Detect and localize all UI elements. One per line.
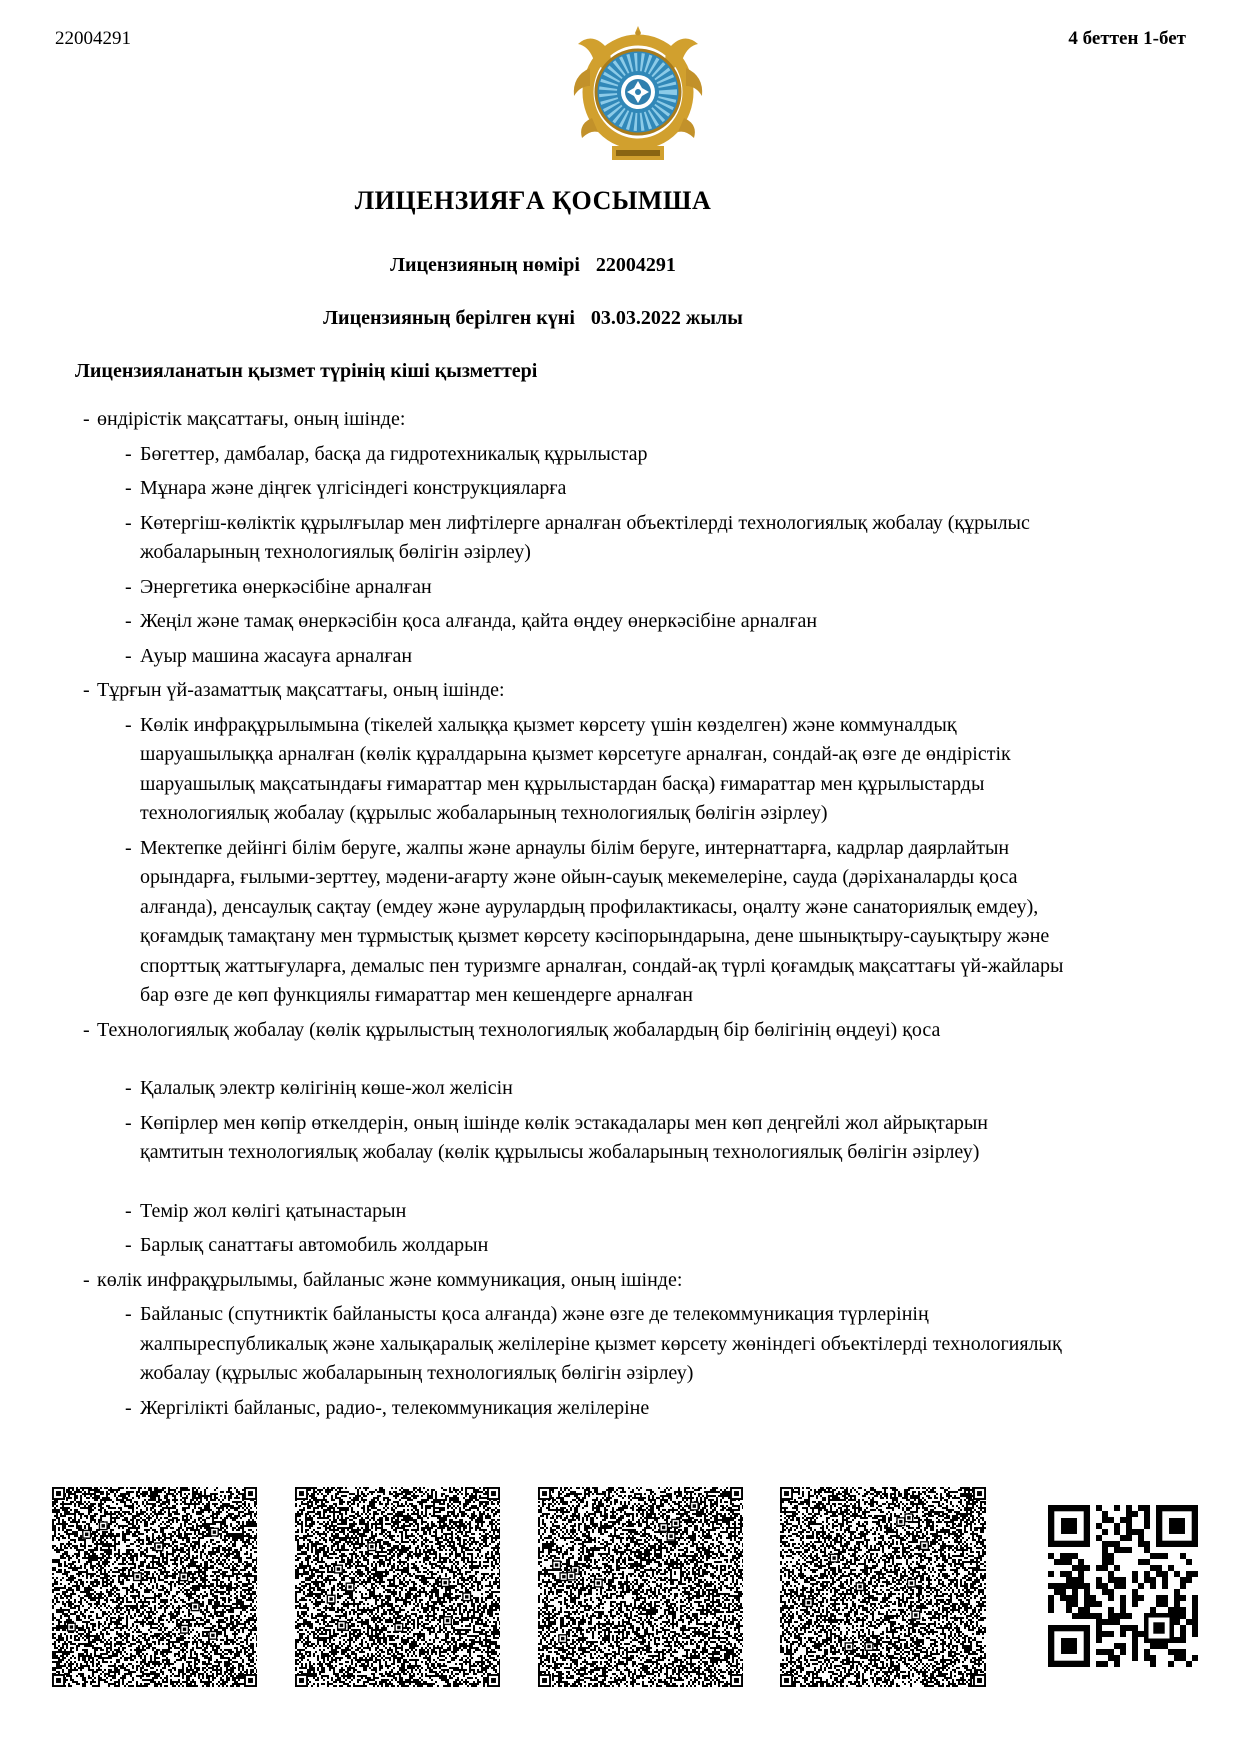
matrix-code-1 [52,1487,257,1687]
list-item-text: Тұрғын үй-азаматтық мақсаттағы, оның ішінде: [97,679,505,701]
list-item [55,474,1065,504]
bullet-dash: - [125,1199,132,1222]
list-item [55,1394,1065,1424]
list-item [55,1109,1065,1168]
list-item-text: Жеңіл және тамақ өнеркәсібін қоса алғанда, қайта өңдеу өнеркәсібіне арналған [140,610,818,632]
bullet-dash: - [83,1268,90,1291]
bullet-dash: - [83,679,90,701]
license-date-label: Лицензияның берілген күні [323,307,575,329]
list-item-text: көлік инфрақұрылымы, байланыс және коммуникация, оның ішінде: [97,1268,683,1291]
bullet-dash: - [125,713,132,736]
license-date-line [58,307,1008,330]
bullet-dash: - [125,610,132,632]
page-indicator: 4 беттен 1-бет [1068,28,1186,49]
license-date-value: 03.03.2022 жылы [590,307,743,329]
list-item [55,509,1065,568]
list-item-text: Темір жол көлігі қатынастарын [140,1199,407,1222]
list-item-text: Қалалық электр көлігінің көше-жол желісін [140,1077,513,1099]
list-item [55,642,1065,672]
bullet-dash: - [125,1234,132,1256]
bullet-dash: - [125,1303,132,1325]
list-item-text: Көлік инфрақұрылымына (тікелей халыққа қызмет көрсету үшін көзделген) және коммуналдық шаруашылыққа арналған (көлік құралдарына қызмет көрсетуге арналған, сондай-ақ өзге де өндірістік шаруашылық мақсатындағы ғимараттар мен құрылыстардан басқа) ғимараттар мен құрылыстарды технологиялық жобалау (құрылыс жобаларының технологиялық бөлігін әзірлеу) [140,713,1011,824]
matrix-code-2 [295,1487,500,1687]
bullet-dash: - [125,836,132,859]
list-item-text: Энергетика өнеркәсібіне арналған [140,575,432,598]
list-item [55,1300,1065,1389]
document-title: ЛИЦЕНЗИЯҒА ҚОСЫМША [354,186,712,215]
list-item-text: Көпірлер мен көпір өткелдерін, оның ішінде көлік эстакадалары мен көп деңгейлі жол айрықтарын қамтитын технологиялық жобалау (көлік құрылысы жобаларының технологиялық бөлігін әзірлеу) [140,1111,988,1163]
list-item [55,440,1065,470]
document-number-header: 22004291 [55,28,131,49]
bullet-dash: - [125,1396,132,1419]
list-item-text: Көтергіш-көліктік құрылғылар мен лифтілерге арналған объектілерді технологиялық жобалау (құрылыс жобаларының технологиялық бөлігін әзірлеу) [140,511,1030,563]
license-number-line [58,254,1008,277]
list-item-text: Бөгеттер, дамбалар, басқа да гидротехникалық құрылыстар [140,442,648,465]
list-item-text: өндірістік мақсаттағы, оның ішінде: [97,408,406,430]
bullet-dash: - [125,575,132,598]
bullet-dash: - [125,442,132,465]
list-item [55,711,1065,829]
bullet-dash: - [83,1018,90,1041]
list-item [55,1231,1065,1261]
bullet-dash: - [125,477,132,499]
list-item [55,1016,1065,1046]
matrix-code-4 [780,1487,986,1687]
bullet-dash: - [125,511,132,534]
list-item [55,1266,1065,1296]
bullet-dash: - [125,644,132,667]
list-item [55,834,1065,1011]
section-heading: Лицензияланатын қызмет түрінің кіші қызметтері [75,360,538,382]
list-item-text: Ауыр машина жасауға арналған [140,644,413,667]
list-item-text: Мектепке дейінгі білім беруге, жалпы және арнаулы білім беруге, интернаттарға, кадрлар даярлайтын орындарға, ғылыми-зерттеу, мәдени-ағарту және ойын-сауық мекемелеріне, сауда (дәріханаларды қоса алғанда), денсаулық сақтау (емдеу және аурулардың профилактикасы, оңалту және санаториялық емдеу), қоғамдық тамақтану мен тұрмыстық қызмет көрсету кәсіпорындарына, дене шынықтыру-сауықтыру және спорттық жаттығуларға, демалыс пен туризмге арналған, сондай-ақ түрлі қоғамдық мақсаттағы үй-жайлары бар өзге де көп функциялы ғимараттар мен кешендерге арналған [140,836,1064,1006]
list-item [55,405,1065,435]
list-item [55,676,1065,706]
bullet-dash: - [83,408,90,430]
kazakhstan-coat-of-arms-emblem [568,24,708,172]
list-item-text: Байланыс (спутниктік байланысты қоса алғанда) және өзге де телекоммуникация түрлерінің жалпыреспубликалық және халықаралық желілеріне қызмет көрсету жөніндегі объектілерді технологиялық жобалау (құрылыс жобаларының технологиялық бөлігін әзірлеу) [140,1303,1062,1384]
license-number-label: Лицензияның нөмірі [390,254,580,276]
list-item-text: Мұнара және діңгек үлгісіндегі конструкцияларға [140,477,567,499]
list-item-text: Технологиялық жобалау (көлік құрылыстың технологиялық жобалардың бір бөлігінің өңдеуі) қоса [97,1018,941,1041]
matrix-code-3 [538,1487,743,1687]
list-item [55,1074,1065,1104]
license-number-value: 22004291 [595,254,676,276]
list-item-text: Жергілікті байланыс, радио-, телекоммуникация желілеріне [140,1396,650,1419]
bullet-dash: - [125,1077,132,1099]
list-item [55,573,1065,603]
list-item [55,1197,1065,1227]
list-item [55,607,1065,637]
bullet-dash: - [125,1111,132,1134]
list-item-text: Барлық санаттағы автомобиль жолдарын [140,1234,489,1256]
licensed-services-list [55,405,1065,1428]
qr-code [1048,1505,1200,1667]
